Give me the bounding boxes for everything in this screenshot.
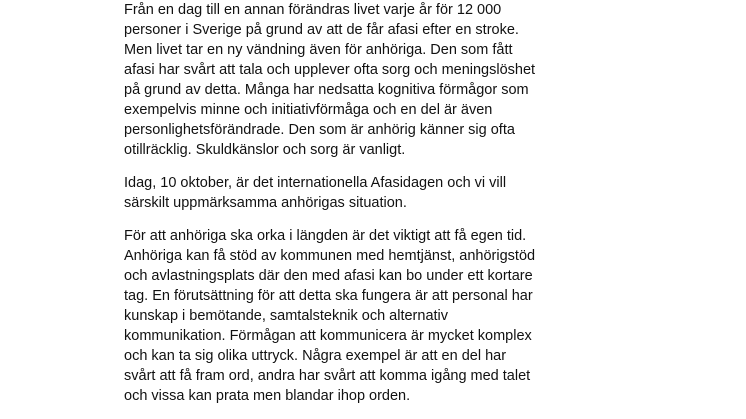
text-line: särskilt uppmärksamma anhörigas situation. [124, 195, 407, 211]
document-body [124, 0, 594, 406]
text-line: kunskap i bemötande, samtalsteknik och alternativ [124, 308, 449, 324]
paragraph-1 [124, 0, 594, 160]
paragraph-spacer [124, 160, 594, 173]
paragraph-2 [124, 173, 594, 213]
text-line: Från en dag till en annan förändras livet varje år för 12 000 [124, 2, 502, 18]
text-line: på grund av detta. Många har nedsatta kognitiva förmågor som [124, 82, 529, 98]
text-line: och vissa kan prata men blandar ihop orden. [124, 388, 411, 404]
text-line: och kan ta sig olika uttryck. Några exempel är att en del har [124, 348, 507, 364]
text-line: svårt att få fram ord, andra har svårt att komma igång med talet [124, 368, 531, 384]
text-line: personer i Sverige på grund av att de får afasi efter en stroke. [124, 22, 519, 38]
text-line: Idag, 10 oktober, är det internationella Afasidagen och vi vill [124, 175, 507, 191]
text-line: Men livet tar en ny vändning även för anhöriga. Den som fått [124, 42, 513, 58]
text-line: För att anhöriga ska orka i längden är det viktigt att få egen tid. [124, 228, 527, 244]
text-line: tag. En förutsättning för att detta ska fungera är att personal har [124, 288, 533, 304]
paragraph-spacer [124, 213, 594, 226]
text-line: Anhöriga kan få stöd av kommunen med hemtjänst, anhörigstöd [124, 248, 536, 264]
text-line: otillräcklig. Skuldkänslor och sorg är vanligt. [124, 142, 406, 158]
paragraph-3 [124, 226, 594, 406]
text-line: personlighetsförändrade. Den som är anhörig känner sig ofta [124, 122, 515, 138]
text-line: afasi har svårt att tala och upplever ofta sorg och meningslöshet [124, 62, 536, 78]
text-line: och avlastningsplats där den med afasi kan bo under ett kortare [124, 268, 533, 284]
text-line: kommunikation. Förmågan att kommunicera är mycket komplex [124, 328, 532, 344]
text-line: exempelvis minne och initiativförmåga och en del är även [124, 102, 493, 118]
